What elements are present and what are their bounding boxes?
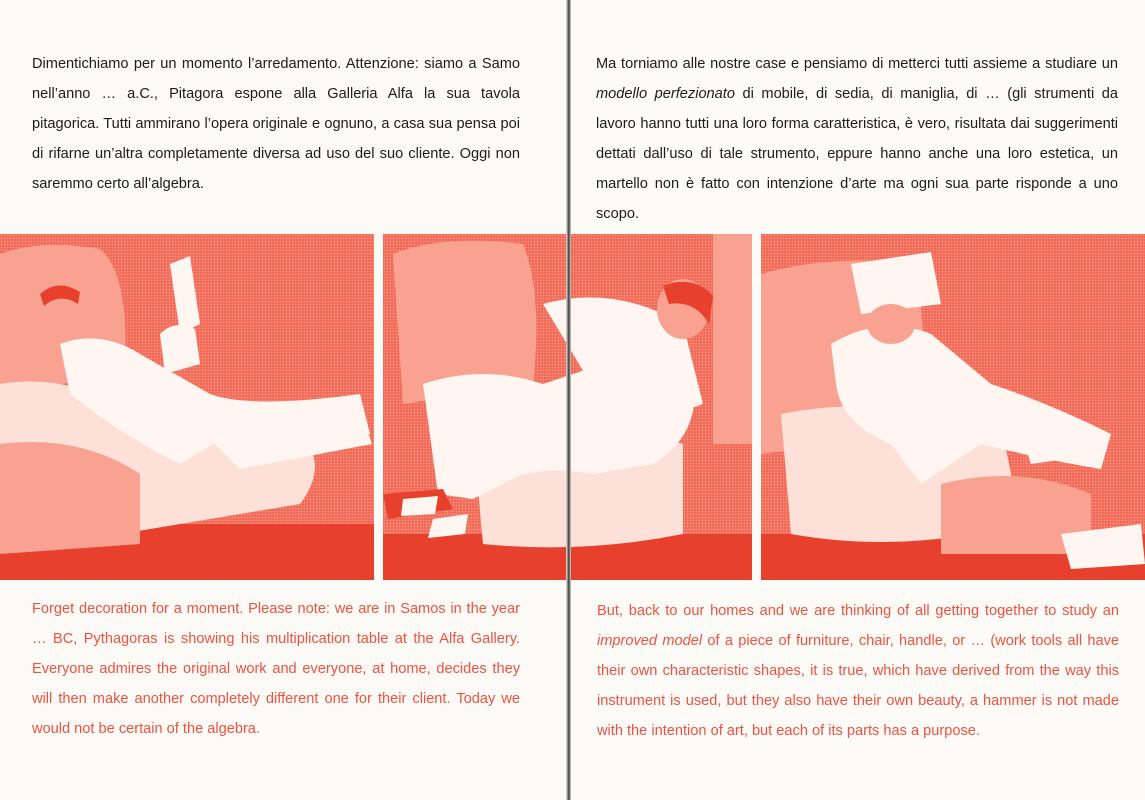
english-lead: But, back to our homes and we are thinking of all getting together to study an (597, 603, 1119, 619)
photo-man-reading (0, 234, 374, 580)
english-paragraph-left: Forget decoration for a moment. Please note: we are in Samos in the year … BC, Pythagoras is showing his multiplication table at the Alfa Gallery. Everyone admires the original work and everyone, at home, decides they will then make another completely different one for their client. Today we would not be certain of the algebra. (32, 601, 520, 737)
italian-lead: Ma torniamo alle nostre case e pensiamo di metterci tutti assieme a studiare un (596, 56, 1118, 72)
english-rest: of a piece of furniture, chair, handle, or … (work tools all have their own characteristic shapes, it is true, which have derived from the way this instrument is used, but they also have their own beauty, a hammer is not made with the intention of art, but each of its parts has a purpose. (597, 633, 1120, 739)
italian-paragraph-right (596, 49, 1118, 229)
italian-emphasis: modello perfezionato (596, 86, 735, 102)
english-paragraph-right (597, 596, 1119, 746)
book-gutter (566, 0, 571, 800)
photo-man-asleep (761, 234, 1145, 580)
photo-man-asleep-image (761, 234, 1145, 580)
italian-paragraph-left: Dimentichiamo per un momento l’arredamento. Attenzione: siamo a Samo nell’anno … a.C., Pitagora espone alla Galleria Alfa la sua tavola pitagorica. Tutti ammirano l’opera originale e ognuno, a casa sua pensa poi di rifarne un’altra completamente diversa ad uso del suo cliente. Oggi non saremmo certo all’algebra. (32, 56, 520, 192)
photo-man-reading-image (0, 234, 374, 580)
italian-rest: di mobile, di sedia, di maniglia, di … (gli strumenti da lavoro hanno tutti una loro forma caratteristica, è vero, risultata dai suggerimenti dettati dall’uso di tale strumento, eppure hanno anche una loro estetica, un martello non è fatto con intenzione d’arte ma ogni sua parte risponde a uno scopo. (596, 86, 1118, 222)
english-emphasis: improved model (597, 633, 703, 649)
